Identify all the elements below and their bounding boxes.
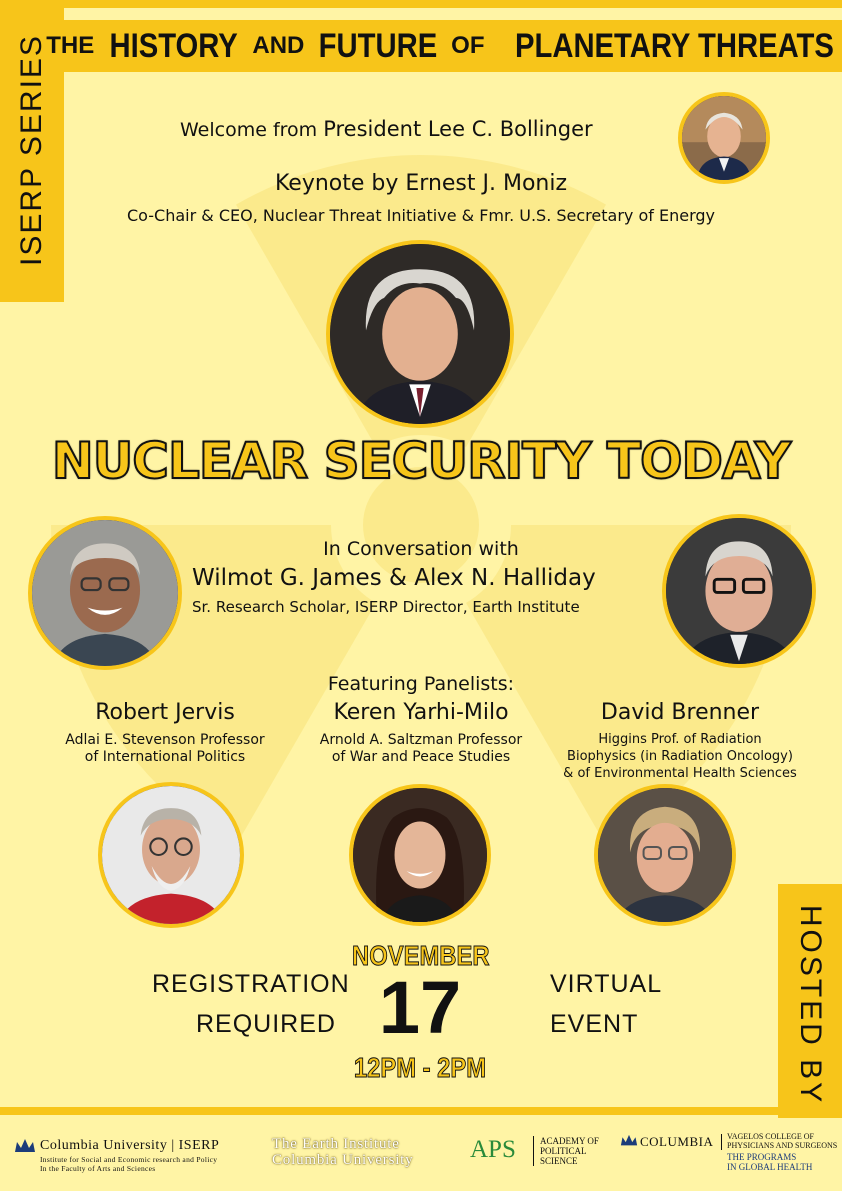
series-title-bar	[46, 20, 842, 72]
yarhi-milo-photo	[349, 784, 491, 926]
earth-institute-logo-line2: Columbia University	[272, 1152, 414, 1168]
vagelos-logo: VAGELOS COLLEGE OF PHYSICIANS AND SURGEONS	[727, 1132, 838, 1150]
panelist-role: Arnold A. Saltzman Professor of War and Peace Studies	[319, 732, 523, 765]
iserp-logo-sub1: Institute for Social and Economic research and Policy	[40, 1155, 218, 1164]
earth-institute-logo-line1: The Earth Institute	[272, 1136, 400, 1152]
footer-logos	[0, 1118, 842, 1191]
aps-logo-sub: ACADEMY OF POLITICAL SCIENCE	[540, 1136, 599, 1166]
series-title-word: OF	[451, 32, 485, 59]
logo-divider	[721, 1134, 722, 1150]
series-title-word: AND	[252, 32, 305, 59]
series-title-word: FUTURE	[318, 26, 438, 65]
panelist-name: Keren Yarhi-Milo	[333, 700, 509, 725]
keynote-line: Keynote by Ernest J. Moniz	[274, 171, 568, 196]
event-month: NOVEMBER	[352, 940, 490, 971]
panelist-name: Robert Jervis	[95, 700, 235, 725]
event-headline: NUCLEAR SECURITY TODAY	[51, 432, 791, 490]
panelists-heading: Featuring Panelists:	[327, 673, 515, 695]
panelist-role: Higgins Prof. of Radiation Biophysics (in Radiation Oncology) & of Environmental Health Sciences	[563, 732, 797, 781]
event-day: 17	[378, 966, 462, 1049]
welcome-prefix: Welcome from	[180, 119, 318, 141]
conversation-names: Wilmot G. James & Alex N. Halliday	[192, 565, 596, 591]
halliday-photo	[662, 514, 816, 668]
columbia-logo: COLUMBIA	[640, 1134, 714, 1149]
series-side-rule	[0, 296, 64, 302]
conversation-heading: In Conversation with	[323, 538, 519, 560]
virtual-label-line1: VIRTUAL	[550, 970, 663, 998]
conversation-roles: Sr. Research Scholar, ISERP Director, Earth Institute	[192, 598, 580, 616]
series-side-label: ISERP SERIES	[15, 34, 48, 266]
global-health-logo: THE PROGRAMS IN GLOBAL HEALTH	[727, 1152, 813, 1172]
registration-label-line1: REGISTRATION	[152, 970, 350, 998]
moniz-photo	[326, 240, 514, 428]
aps-logo: APS	[470, 1136, 516, 1163]
registration-label-line2: REQUIRED	[196, 1010, 336, 1038]
virtual-label-line2: EVENT	[550, 1010, 639, 1038]
footer-accent-rule	[0, 1107, 842, 1115]
series-title-word: HISTORY	[109, 26, 238, 65]
event-time: 12PM - 2PM	[353, 1052, 487, 1083]
panelist-name: David Brenner	[600, 700, 760, 725]
brenner-photo	[594, 784, 736, 926]
crown-icon	[620, 1134, 638, 1147]
series-title-word: THE	[46, 32, 95, 59]
jervis-photo	[98, 782, 244, 928]
series-title-word: PLANETARY THREATS	[514, 26, 834, 65]
iserp-logo-sub2: In the Faculty of Arts and Sciences	[40, 1164, 156, 1173]
hosted-by-label: HOSTED BY	[794, 904, 827, 1106]
welcome-line	[180, 117, 593, 141]
columbia-iserp-logo: Columbia University | ISERP	[40, 1138, 220, 1153]
keynote-role: Co-Chair & CEO, Nuclear Threat Initiative & Fmr. U.S. Secretary of Energy	[127, 206, 715, 225]
panelist-role: Adlai E. Stevenson Professor of International Politics	[65, 732, 265, 765]
crown-icon	[14, 1138, 36, 1154]
logo-divider	[533, 1136, 534, 1166]
welcome-speaker: President Lee C. Bollinger	[323, 117, 593, 141]
top-accent-rule	[0, 0, 842, 8]
